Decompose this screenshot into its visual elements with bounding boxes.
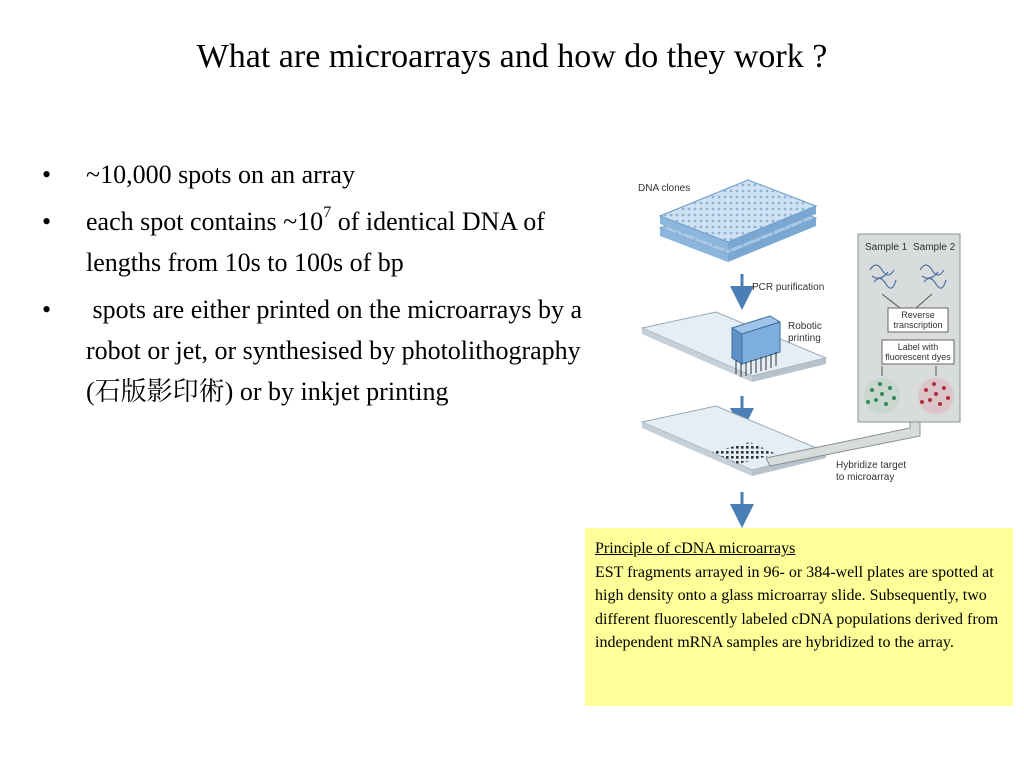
bullet-icon: • <box>42 207 52 236</box>
bullet-icon: • <box>42 160 52 189</box>
hybridized-slide <box>642 406 826 476</box>
caption-box <box>585 528 1013 706</box>
reverse-transcription-label-1: Reverse <box>901 310 935 320</box>
hybridize-label-2: to microarray <box>836 472 895 483</box>
bullet-item <box>42 154 582 195</box>
robotic-printing-label-2: printing <box>788 333 821 344</box>
bullet-text: ~10,000 spots on an array <box>86 160 355 189</box>
caption-body: EST fragments arrayed in 96- or 384-well plates are spotted at high density onto a glass microarray slide. Subsequently, two different fluorescently labeled cDNA populations derived from independent mRNA samples are hybridized to the array. <box>595 563 999 651</box>
sample-1-label: Sample 1 <box>865 242 908 253</box>
label-fluorescent-label-1: Label with <box>897 342 939 352</box>
sample-2-label: Sample 2 <box>913 242 956 253</box>
microarray-diagram <box>620 170 1024 530</box>
slide-title: What are microarrays and how do they work ? <box>196 38 828 75</box>
red-dye-sample <box>918 378 954 414</box>
caption-title: Principle of cDNA microarrays <box>595 540 796 557</box>
pcr-purification-label: PCR purification <box>752 282 825 293</box>
hybridize-label-1: Hybridize target <box>836 460 907 471</box>
bullet-list <box>42 154 589 418</box>
bullet-superscript: 7 <box>323 204 332 222</box>
bullet-icon: • <box>42 295 52 324</box>
reverse-transcription-label-2: transcription <box>893 320 943 330</box>
bullet-item <box>42 201 582 283</box>
sample-panel <box>858 234 960 422</box>
bullet-text-after: of identical DNA of lengths from 10s to 100s of bp <box>86 207 545 277</box>
robotic-printing-label-1: Robotic <box>788 321 822 332</box>
green-dye-sample <box>864 378 900 414</box>
label-fluorescent-label-2: fluorescent dyes <box>885 352 951 362</box>
dna-clones-label: DNA clones <box>638 183 691 194</box>
bullet-text-before: each spot contains ~10 <box>86 207 324 236</box>
bullet-item <box>42 289 589 412</box>
bullet-text: spots are either printed on the microarrays by a robot or jet, or synthesised by photolithography (石版影印術) or by inkjet printing <box>86 295 589 406</box>
